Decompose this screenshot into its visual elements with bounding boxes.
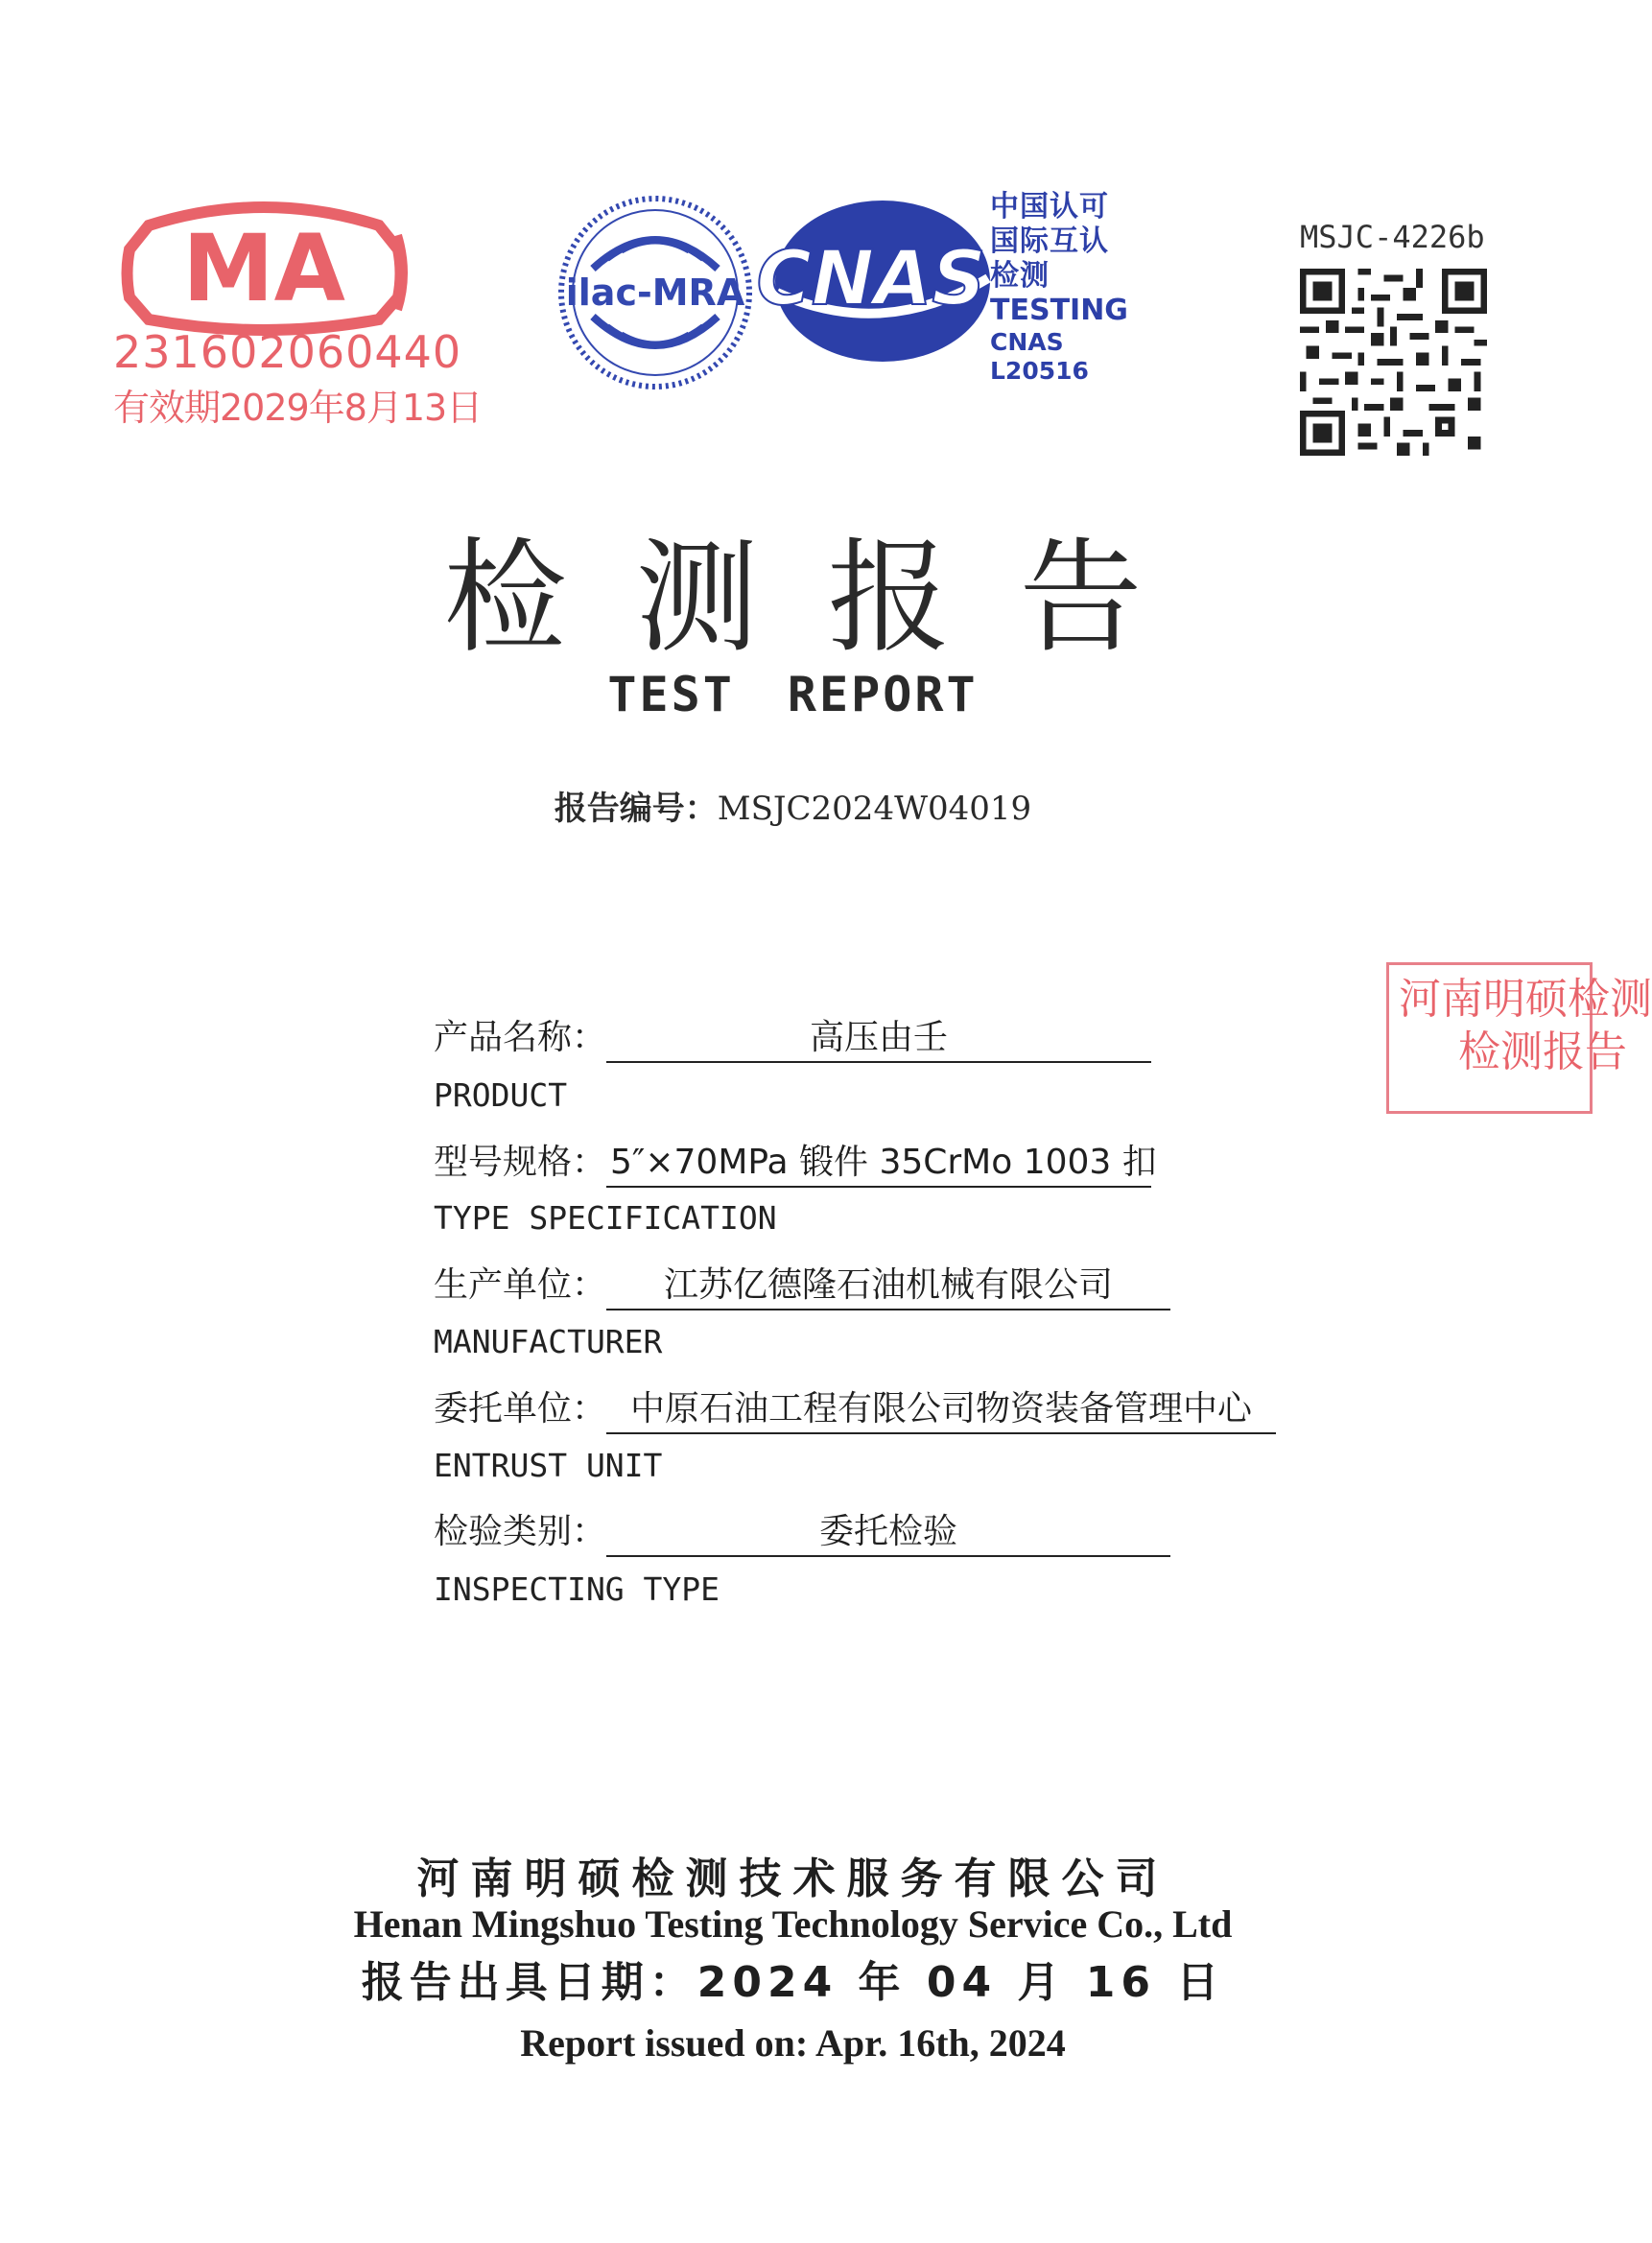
cnas-testing: TESTING [990,294,1128,327]
field-value-type-spec: 5″×70MPa 锻件 35CrMo 1003 扣 [606,1135,1151,1188]
company-name-en: Henan Mingshuo Testing Technology Service Co., Ltd [353,1902,1233,1946]
field-label: 委托单位： [434,1389,607,1428]
report-title-en: TEST REPORT [607,667,979,722]
field-en-product: PRODUCT [434,1076,568,1114]
cma-certificate-number: 231602060440 [113,326,462,378]
cnas-line-1: 中国认可 [990,190,1109,224]
company-seal-stamp [1386,962,1652,1114]
seal-line-2: 检测报告 [1458,1027,1627,1076]
company-name-zh: 河南明硕检测技术服务有限公司 [416,1854,1169,1903]
field-product [434,1010,1151,1063]
field-label: 产品名称： [434,1018,607,1057]
field-label: 检验类别： [434,1512,607,1551]
report-title-zh: 检测报告 [443,527,1212,670]
report-number [0,782,1586,829]
field-value-product: 高压由壬 [606,1010,1151,1063]
cnas-logo-text: CNAS [756,236,986,322]
cnas-line-2: 国际互认 [990,224,1109,258]
field-en-manufacturer: MANUFACTURER [434,1323,663,1360]
field-en-inspecting-type: INSPECTING TYPE [434,1570,720,1608]
field-value-inspecting-type: 委托检验 [606,1504,1170,1557]
cma-logo-text: MA [182,215,345,322]
cnas-logo [758,197,988,365]
field-value-entrust-unit: 中原石油工程有限公司物资装备管理中心 [606,1381,1276,1434]
document-code: MSJC-4226b [1300,219,1485,255]
cnas-number: CNAS L20516 [990,328,1089,385]
field-label: 生产单位： [434,1265,607,1305]
cma-validity-date: 有效期2029年8月13日 [113,387,483,429]
issue-date-en: Report issued on: Apr. 16th, 2024 [520,2021,1066,2065]
ilac-logo-text: ilac-MRA [565,272,745,314]
field-type-spec [434,1135,1157,1188]
report-number-value: MSJC2024W04019 [717,790,1032,828]
issue-date-zh: 报告出具日期：2024 年 04 月 16 日 [361,1958,1225,2007]
field-label: 型号规格： [434,1143,607,1182]
cnas-line-3: 检测 [990,259,1050,293]
seal-line-1: 河南明硕检测 [1399,975,1652,1024]
field-entrust-unit [434,1381,1276,1434]
field-en-type-spec: TYPE SPECIFICATION [434,1199,777,1237]
field-en-entrust-unit: ENTRUST UNIT [434,1447,663,1484]
ilac-mra-logo [555,192,756,393]
cnas-accreditation-text [990,190,1144,386]
field-inspecting-type [434,1504,1170,1557]
field-value-manufacturer: 江苏亿德隆石油机械有限公司 [606,1258,1170,1310]
report-number-label: 报告编号： [554,790,718,828]
field-manufacturer [434,1258,1170,1310]
qr-code-icon [1300,269,1487,456]
